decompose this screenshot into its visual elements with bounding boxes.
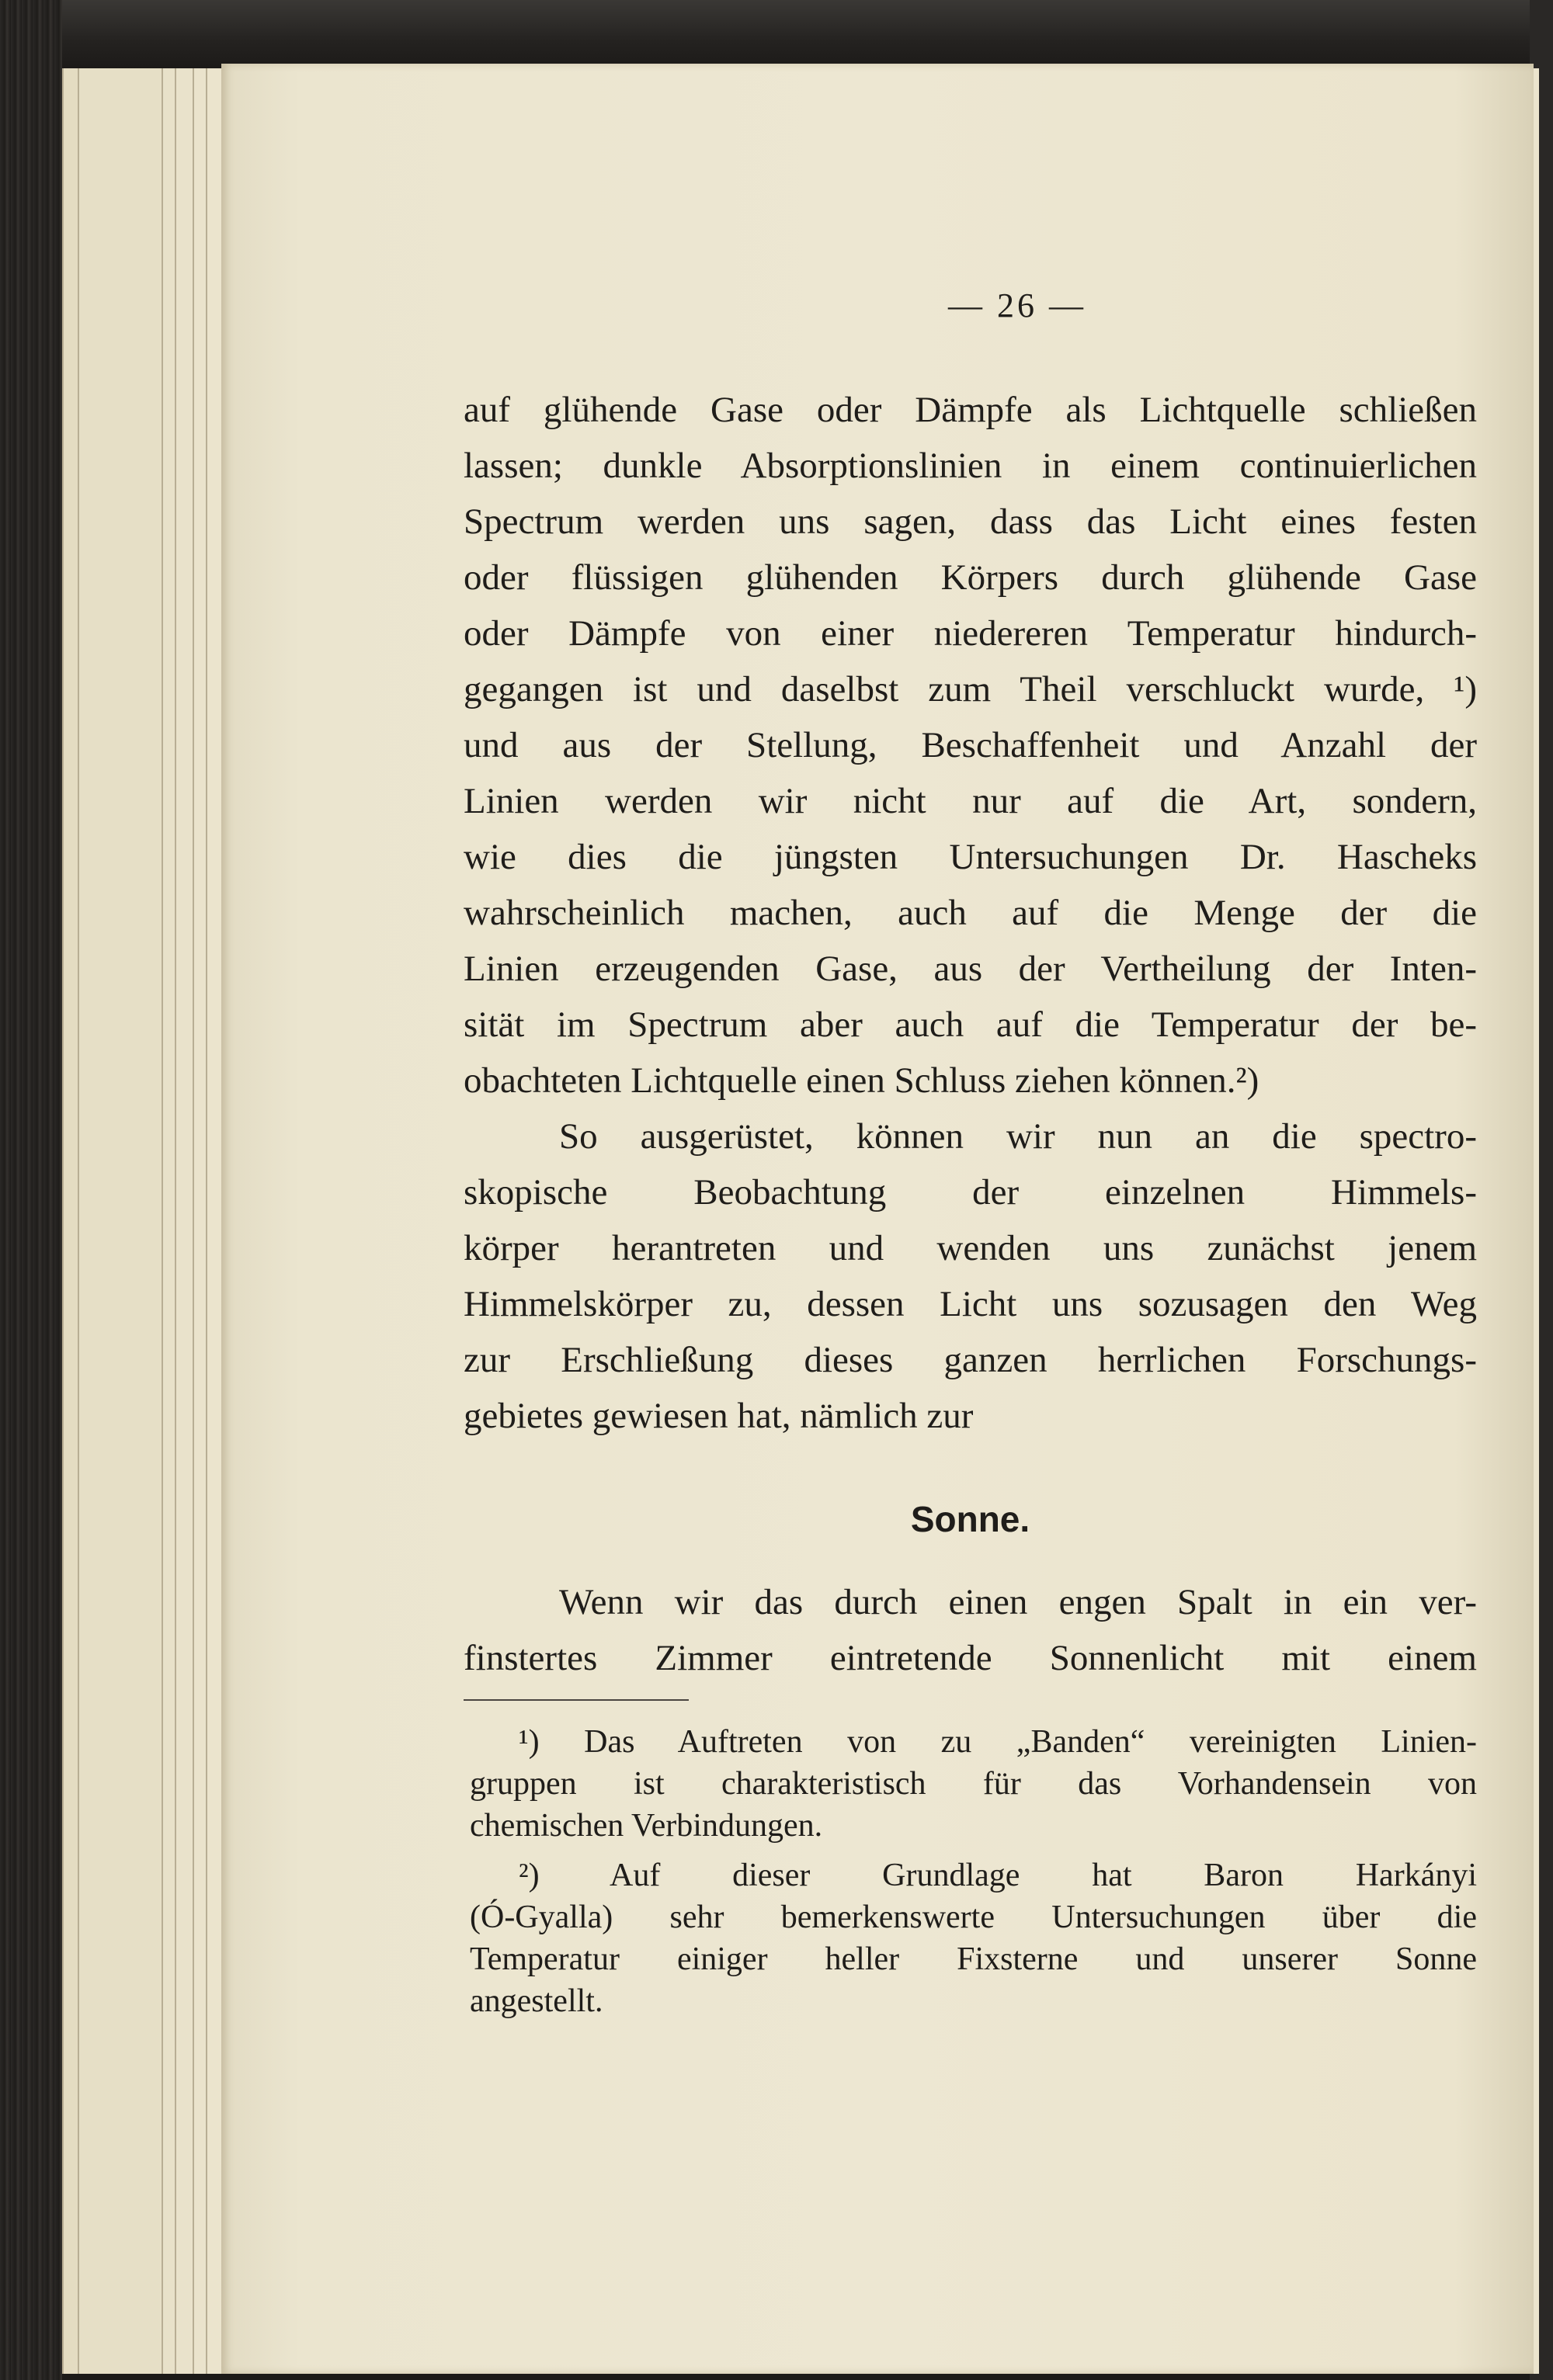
text-line: Himmelskörper zu, dessen Licht uns sozusagen den Weg xyxy=(464,1284,1477,1324)
book-cover-top-edge xyxy=(0,0,1553,70)
footnote-line: gruppen ist charakteristisch für das Vorhandensein von xyxy=(470,1766,1477,1802)
text-line: gebietes gewiesen hat, nämlich zur xyxy=(464,1396,974,1436)
footnote-line: Temperatur einiger heller Fixsterne und unserer Sonne xyxy=(470,1941,1477,1977)
text-line: lassen; dunkle Absorptionslinien in einem continuierlichen xyxy=(464,446,1477,486)
footnote-line: ²) Auf dieser Grundlage hat Baron Harkányi xyxy=(519,1858,1477,1893)
footnote-separator xyxy=(464,1699,689,1701)
footnote-line: angestellt. xyxy=(470,1983,603,2019)
text-line: wahrscheinlich machen, auch auf die Menge der die xyxy=(464,893,1477,933)
text-line: und aus der Stellung, Beschaffenheit und Anzahl der xyxy=(464,725,1477,765)
footnote-line: chemischen Verbindungen. xyxy=(470,1808,823,1844)
text-line: Linien erzeugenden Gase, aus der Vertheilung der Inten- xyxy=(464,949,1477,989)
text-line: Wenn wir das durch einen engen Spalt in ein ver- xyxy=(559,1582,1477,1622)
text-line: finstertes Zimmer eintretende Sonnenlicht mit einem xyxy=(464,1638,1477,1678)
text-line: oder flüssigen glühenden Körpers durch glühende Gase xyxy=(464,557,1477,598)
text-line: So ausgerüstet, können wir nun an die spectro- xyxy=(559,1116,1477,1157)
text-line: oder Dämpfe von einer niedereren Temperatur hindurch- xyxy=(464,613,1477,654)
text-line: zur Erschließung dieses ganzen herrlichen Forschungs- xyxy=(464,1340,1477,1380)
footnote-line: ¹) Das Auftreten von zu „Banden“ vereinigten Linien- xyxy=(519,1724,1477,1760)
text-line: Linien werden wir nicht nur auf die Art, sondern, xyxy=(464,781,1477,821)
text-line: körper herantreten und wenden uns zunächst jenem xyxy=(464,1228,1477,1268)
footnote-line: (Ó-Gyalla) sehr bemerkenswerte Untersuchungen über die xyxy=(470,1899,1477,1935)
text-line: gegangen ist und daselbst zum Theil verschluckt wurde, ¹) xyxy=(464,669,1477,709)
text-line: obachteten Lichtquelle einen Schluss ziehen können.²) xyxy=(464,1060,1259,1101)
section-heading: Sonne. xyxy=(910,1499,1030,1539)
text-line: sität im Spectrum aber auch auf die Temperatur der be- xyxy=(464,1004,1477,1045)
text-line: Spectrum werden uns sagen, dass das Licht eines festen xyxy=(464,501,1477,542)
book-spine-edge xyxy=(0,0,62,2380)
page-number: — 26 — xyxy=(948,286,1086,324)
text-line: auf glühende Gase oder Dämpfe als Lichtquelle schließen xyxy=(464,390,1477,430)
text-line: wie dies die jüngsten Untersuchungen Dr. Hascheks xyxy=(464,837,1477,877)
text-line: skopische Beobachtung der einzelnen Himmels- xyxy=(464,1172,1477,1213)
